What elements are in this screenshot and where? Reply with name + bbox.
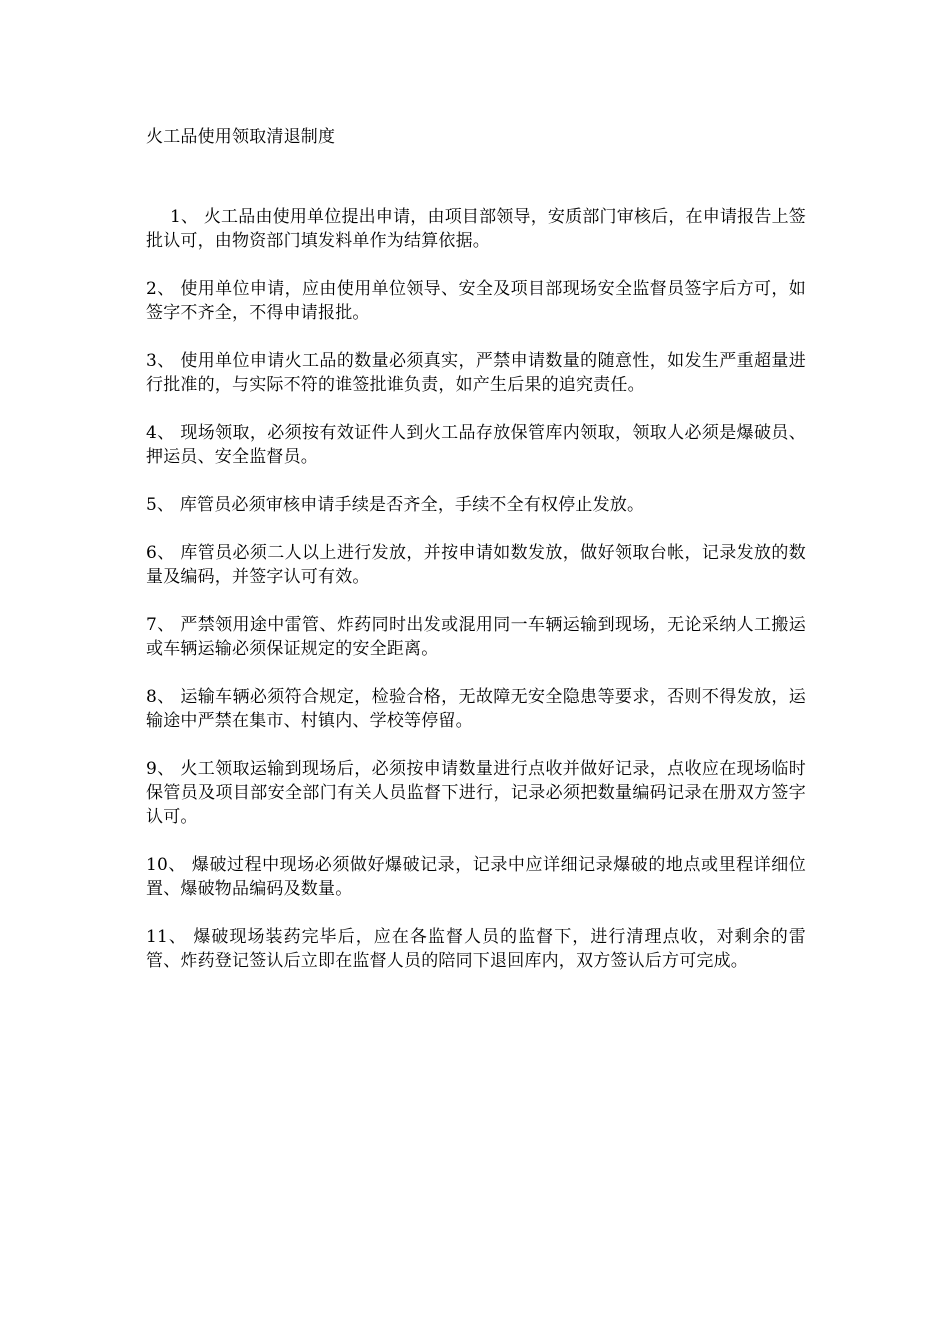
rule-item-7: 7、 严禁领用途中雷管、炸药同时出发或混用同一车辆运输到现场，无论采纳人工搬运或车辆运输必须保证规定的安全距离。 bbox=[146, 615, 806, 659]
rule-item-11: 11、 爆破现场装药完毕后，应在各监督人员的监督下，进行清理点收，对剩余的雷管、炸药登记签认后立即在监督人员的陪同下退回库内，双方签认后方可完成。 bbox=[146, 927, 806, 971]
rule-item-4: 4、 现场领取，必须按有效证件人到火工品存放保管库内领取，领取人必须是爆破员、押运员、安全监督员。 bbox=[146, 423, 806, 467]
rule-item-3: 3、 使用单位申请火工品的数量必须真实，严禁申请数量的随意性，如发生严重超量进行批准的，与实际不符的谁签批谁负责，如产生后果的追究责任。 bbox=[146, 351, 806, 395]
rule-item-5: 5、 库管员必须审核申请手续是否齐全，手续不全有权停止发放。 bbox=[146, 495, 645, 515]
rule-item-9: 9、 火工领取运输到现场后，必须按申请数量进行点收并做好记录，点收应在现场临时保管员及项目部安全部门有关人员监督下进行，记录必须把数量编码记录在册双方签字认可。 bbox=[146, 759, 806, 827]
document-title: 火工品使用领取清退制度 bbox=[146, 127, 336, 147]
rule-item-1: 1、 火工品由使用单位提出申请，由项目部领导，安质部门审核后，在申请报告上签批认可，由物资部门填发料单作为结算依据。 bbox=[146, 207, 806, 251]
rule-item-10: 10、 爆破过程中现场必须做好爆破记录，记录中应详细记录爆破的地点或里程详细位置、爆破物品编码及数量。 bbox=[146, 855, 806, 899]
rule-item-2: 2、 使用单位申请，应由使用单位领导、安全及项目部现场安全监督员签字后方可，如签字不齐全，不得申请报批。 bbox=[146, 279, 806, 323]
document-body bbox=[146, 125, 806, 997]
rule-item-6: 6、 库管员必须二人以上进行发放，并按申请如数发放，做好领取台帐，记录发放的数量及编码，并签字认可有效。 bbox=[146, 543, 806, 587]
rule-item-8: 8、 运输车辆必须符合规定，检验合格，无故障无安全隐患等要求，否则不得发放，运输途中严禁在集市、村镇内、学校等停留。 bbox=[146, 687, 806, 731]
